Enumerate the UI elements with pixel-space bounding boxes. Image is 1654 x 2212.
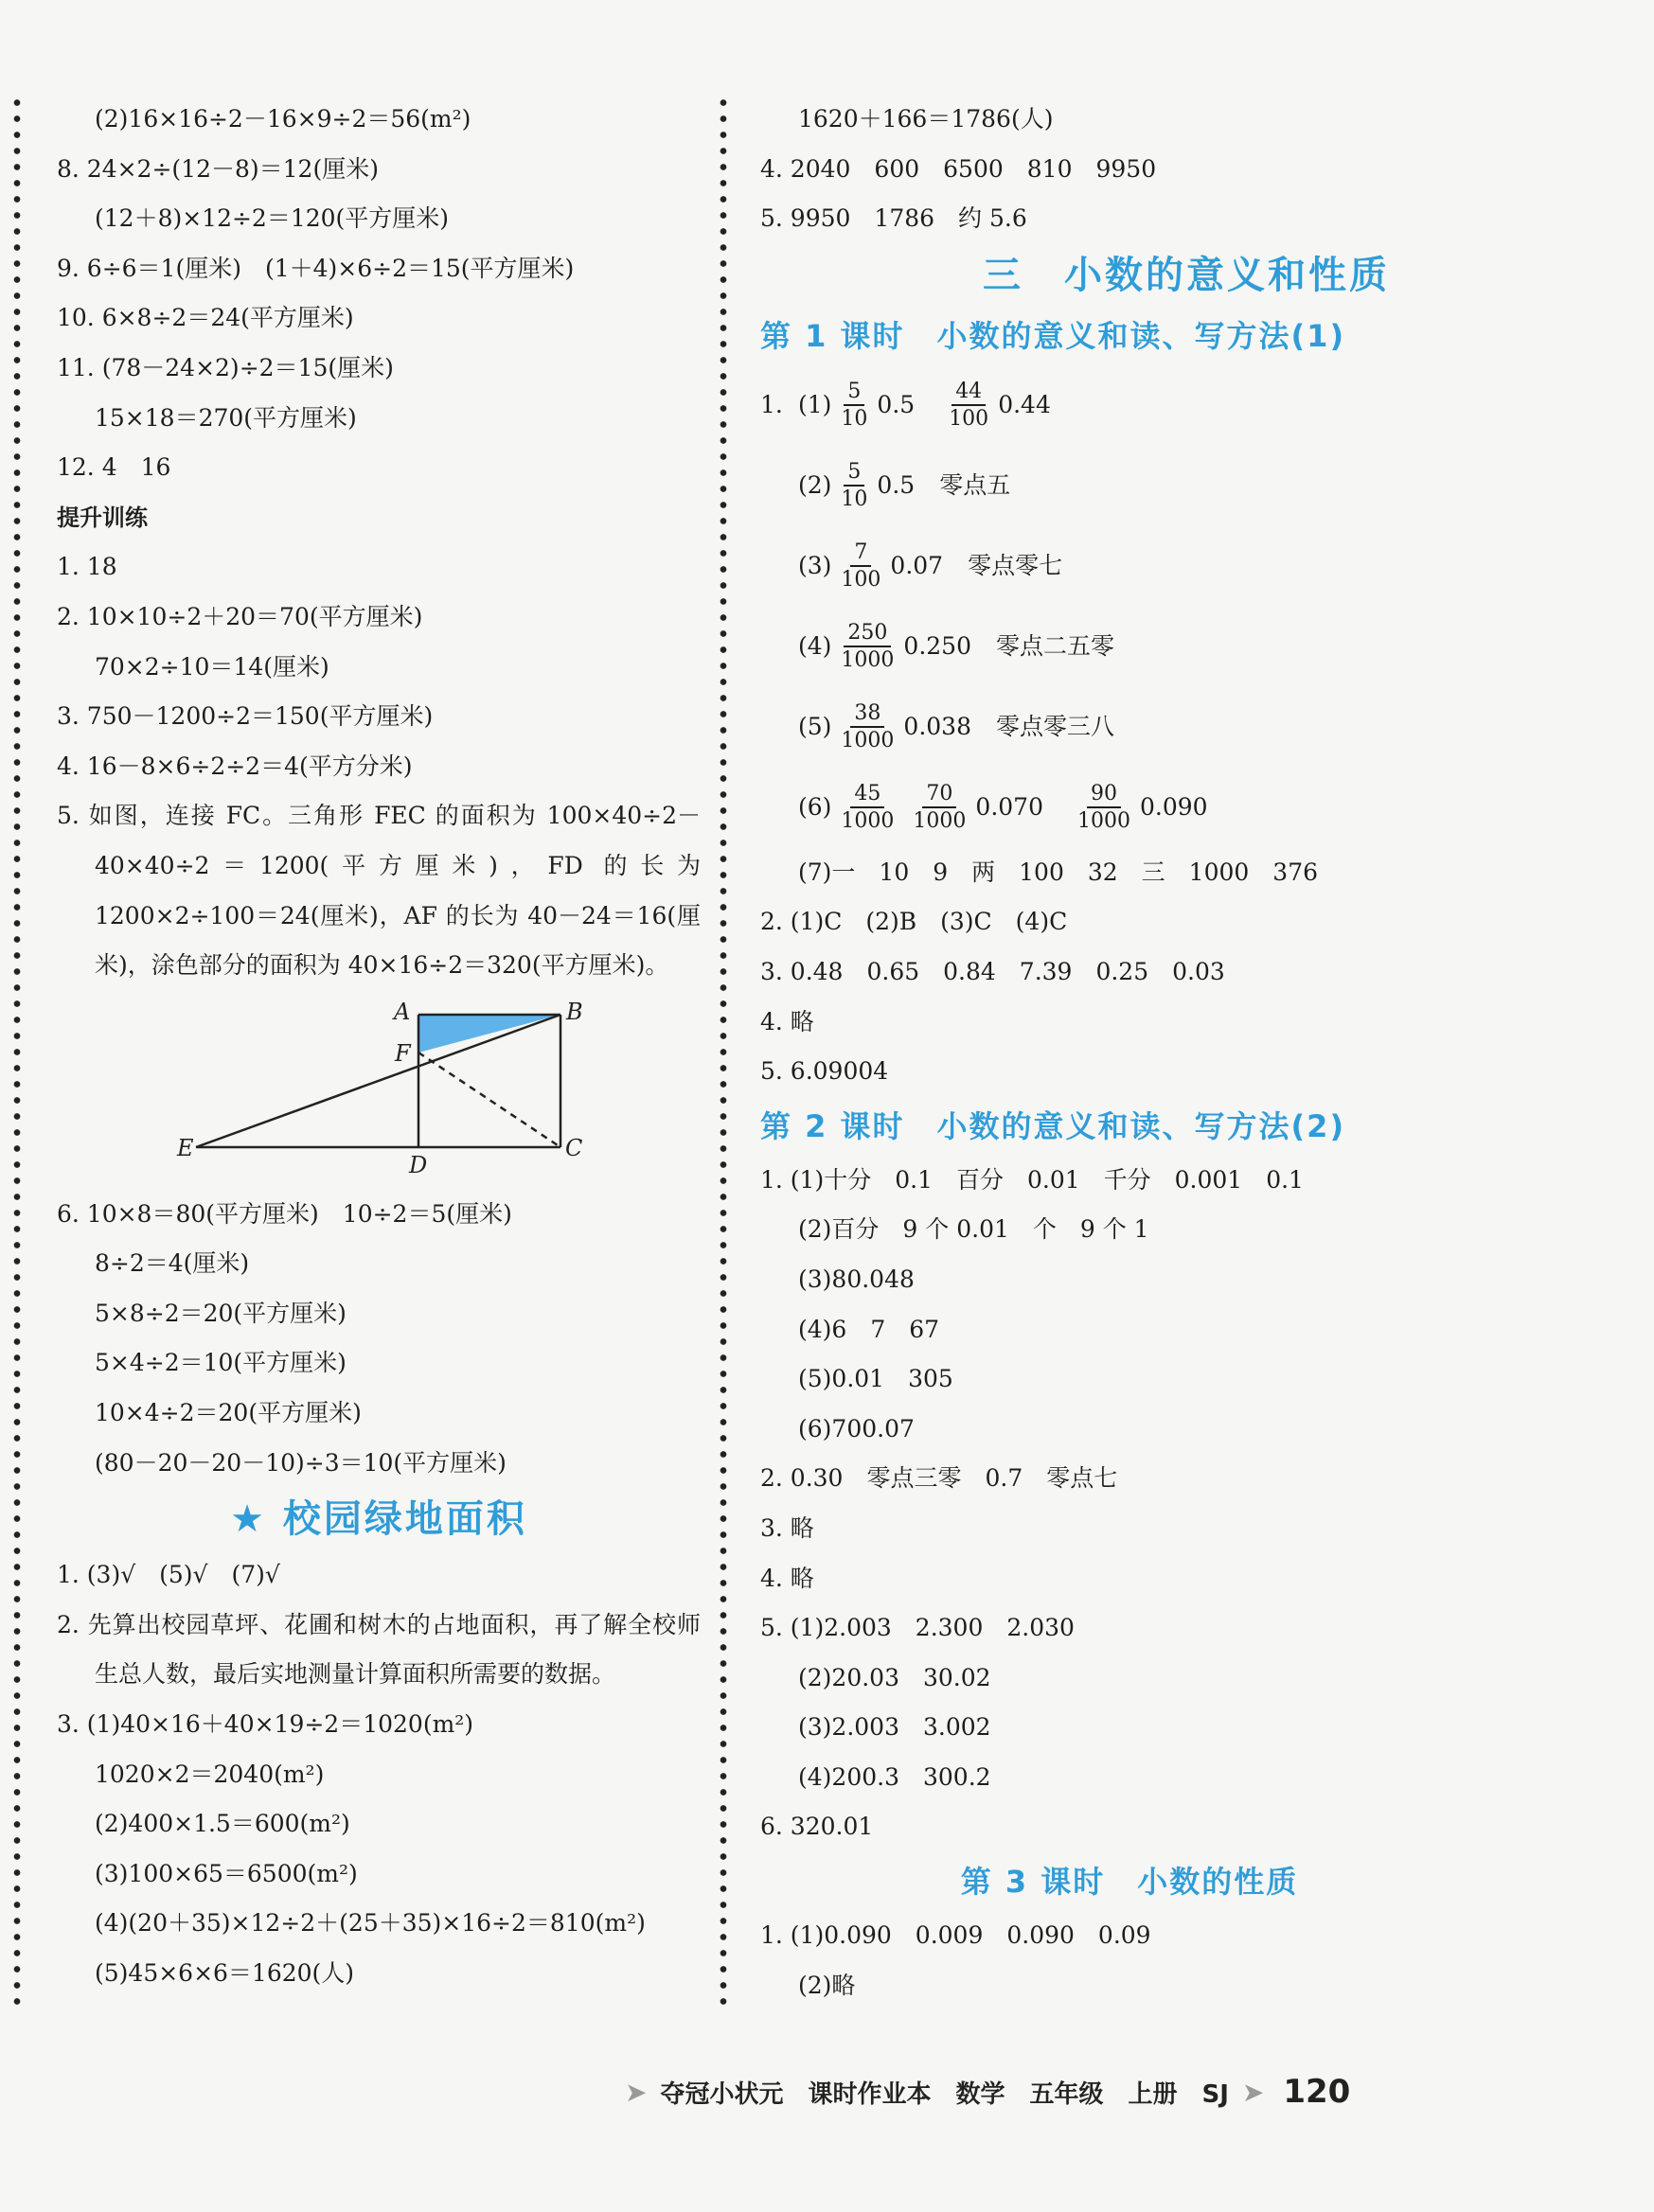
- denominator: 10: [841, 487, 868, 512]
- decimal-value: 0.07: [890, 551, 944, 579]
- answer-line: 8. 24×2÷(12－8)＝12(厘米): [57, 154, 379, 183]
- reading-text: 零点五: [939, 470, 1011, 499]
- answer-line: 4. 16－8×6÷2÷2＝4(平方分米): [57, 752, 413, 780]
- answer-line: 3. 0.48 0.65 0.84 7.39 0.25 0.03: [760, 957, 1225, 985]
- numerator: 45: [850, 781, 884, 808]
- decimal-value: 0.070: [975, 792, 1043, 821]
- answer-line: (4)6 7 67: [798, 1315, 940, 1343]
- shaded-region: [418, 1015, 560, 1053]
- label-c: C: [565, 1134, 583, 1161]
- answer-line: 4. 略: [760, 1007, 814, 1035]
- answer-line: (5)0.01 305: [798, 1365, 953, 1393]
- numerator: 250: [844, 620, 891, 647]
- answer-line: (80－20－20－10)÷3＝10(平方厘米): [95, 1448, 507, 1477]
- reading-text: 零点零三八: [996, 712, 1115, 740]
- fraction-row: [760, 607, 1612, 687]
- numerator: 38: [850, 700, 884, 728]
- binding-dots-left: [13, 95, 21, 2007]
- fraction: [837, 620, 898, 673]
- page-footer: [625, 2063, 1350, 2120]
- answer-line: 2. (1)C (2)B (3)C (4)C: [760, 908, 1068, 936]
- answer-line: 1. (3)√ (5)√ (7)√: [57, 1561, 280, 1589]
- answer-line: 3. 略: [760, 1513, 814, 1542]
- answer-line: (2)略: [798, 1971, 856, 1999]
- answer-line: 11. (78－24×2)÷2＝15(厘米): [57, 353, 394, 381]
- edge-eb: [196, 1015, 560, 1147]
- denominator: 1000: [841, 729, 895, 753]
- answer-line: 1020×2＝2040(m²): [95, 1760, 325, 1788]
- answer-line: 9. 6÷6＝1(厘米) (1＋4)×6÷2＝15(平方厘米): [57, 254, 575, 282]
- fraction-row: [760, 687, 1612, 768]
- lesson-1-title: 第 1 课时 小数的意义和读、写方法(1): [760, 317, 1346, 354]
- decimal-value: 0.5: [877, 390, 916, 418]
- triangle-diagram: [177, 991, 606, 1190]
- fraction: [837, 781, 898, 834]
- denominator: 1000: [913, 809, 967, 834]
- denominator: 100: [841, 568, 881, 593]
- chevron-right-icon: ➤: [625, 2076, 648, 2108]
- answer-line: (12＋8)×12÷2＝120(平方厘米): [95, 204, 450, 233]
- label-a: A: [394, 998, 411, 1025]
- fraction: [837, 700, 898, 753]
- answer-paragraph: 5. 如图，连接 FC。三角形 FEC 的面积为 100×40÷2－40×40÷2＝1200(平方厘米)，FD 的长为 1200×2÷100＝24(厘米)，AF 的长为 40－24＝16(厘米)，涂色部分的面积为 40×16÷2＝320(平方厘米)。: [57, 802, 701, 980]
- label-d: D: [409, 1151, 428, 1178]
- sub-tag: (2): [798, 470, 832, 499]
- fraction-row: [760, 768, 1612, 848]
- answer-line: 1. 18: [57, 553, 117, 581]
- answer-line: (4)200.3 300.2: [798, 1762, 991, 1791]
- sub-tag: (6): [798, 792, 832, 821]
- answer-line: 10×4÷2＝20(平方厘米): [95, 1399, 362, 1427]
- answer-line: 5. 9950 1786 约 5.6: [760, 204, 1027, 233]
- answer-line: 12. 4 16: [57, 453, 171, 482]
- numerator: 70: [922, 781, 956, 808]
- fraction-row: [760, 526, 1612, 607]
- answer-line: (6)700.07: [798, 1414, 915, 1442]
- answer-line: (2)400×1.5＝600(m²): [95, 1810, 350, 1838]
- answer-line: (2)16×16÷2－16×9÷2＝56(m²): [95, 105, 471, 133]
- answer-line: 6. 10×8＝80(平方厘米) 10÷2＝5(厘米): [57, 1199, 512, 1228]
- right-column: [760, 95, 1612, 2010]
- book-title: 夺冠小状元 课时作业本 数学 五年级 上册 SJ: [660, 2079, 1229, 2109]
- chevron-right-icon: ➤: [1241, 2076, 1265, 2108]
- section-heading: 提升训练: [57, 504, 148, 531]
- answer-line: 3. (1)40×16＋40×19÷2＝1020(m²): [57, 1710, 474, 1739]
- answer-line: (2)20.03 30.02: [798, 1663, 991, 1691]
- answer-line: 1. (1)十分 0.1 百分 0.01 千分 0.001 0.1: [760, 1165, 1304, 1194]
- answer-paragraph: 2. 先算出校园草坪、花圃和树木的占地面积，再了解全校师生总人数，最后实地测量计算面积所需要的数据。: [57, 1610, 701, 1689]
- answer-line: 3. 750－1200÷2＝150(平方厘米): [57, 702, 434, 731]
- denominator: 100: [949, 407, 989, 432]
- denominator: 1000: [841, 809, 895, 834]
- chapter-title: 三 小数的意义和性质: [983, 253, 1390, 297]
- answer-line: 5. 6.09004: [760, 1057, 889, 1086]
- fraction: [837, 379, 871, 432]
- answer-line: 1620＋166＝1786(人): [798, 105, 1054, 133]
- lesson-3-title: 第 3 课时 小数的性质: [960, 1864, 1299, 1901]
- decimal-value: 0.090: [1140, 792, 1208, 821]
- answer-line: (2)百分 9 个 0.01 个 9 个 1: [798, 1215, 1149, 1244]
- answer-line: 8÷2＝4(厘米): [95, 1249, 250, 1278]
- answer-line: 10. 6×8÷2＝24(平方厘米): [57, 304, 354, 332]
- answer-line: (4)(20＋35)×12÷2＋(25＋35)×16÷2＝810(m²): [95, 1909, 646, 1938]
- numerator: 5: [844, 459, 864, 487]
- label-b: B: [566, 998, 583, 1025]
- answer-line: (3)100×65＝6500(m²): [95, 1859, 358, 1887]
- lesson-2-title: 第 2 课时 小数的意义和读、写方法(2): [760, 1107, 1346, 1144]
- denominator: 1000: [1077, 809, 1130, 834]
- label-e: E: [177, 1134, 194, 1161]
- answer-line: 5. (1)2.003 2.300 2.030: [760, 1614, 1075, 1642]
- reading-text: 零点零七: [968, 551, 1063, 579]
- answer-line: 70×2÷10＝14(厘米): [95, 652, 329, 681]
- decimal-value: 0.038: [903, 712, 971, 740]
- sub-tag: (5): [798, 712, 832, 740]
- page-number: 120: [1283, 2073, 1351, 2111]
- numerator: 44: [951, 379, 986, 406]
- answer-line: 4. 2040 600 6500 810 9950: [760, 154, 1157, 183]
- fraction: [909, 781, 969, 834]
- numerator: 90: [1087, 781, 1121, 808]
- fraction: [837, 540, 884, 593]
- answer-line: 6. 320.01: [760, 1813, 874, 1841]
- numerator: 7: [850, 540, 871, 567]
- fraction-row: [760, 365, 1612, 446]
- sub-tag: (3): [798, 551, 832, 579]
- geometry-figure: [57, 991, 701, 1190]
- sub-tag: (1): [798, 390, 832, 418]
- numerator: 5: [844, 379, 864, 406]
- answer-line: 4. 略: [760, 1564, 814, 1592]
- question-number: 1.: [760, 390, 783, 418]
- decimal-value: 0.44: [998, 390, 1051, 418]
- answer-line: 5×4÷2＝10(平方厘米): [95, 1349, 347, 1377]
- decimal-value: 0.5: [877, 470, 916, 499]
- answer-line: 1. (1)0.090 0.009 0.090 0.09: [760, 1921, 1151, 1950]
- answer-line: 2. 0.30 零点三零 0.7 零点七: [760, 1464, 1118, 1493]
- fraction: [945, 379, 992, 432]
- denominator: 1000: [841, 648, 895, 673]
- left-column: [57, 95, 701, 1999]
- answer-line: (3)80.048: [798, 1265, 915, 1293]
- label-f: F: [395, 1039, 411, 1067]
- binding-dots-middle: [720, 95, 727, 2007]
- denominator: 10: [841, 407, 868, 432]
- fraction: [837, 459, 871, 512]
- answer-line: (3)2.003 3.002: [798, 1713, 991, 1742]
- answer-line: 2. 10×10÷2＋20＝70(平方厘米): [57, 602, 423, 630]
- answer-line: (5)45×6×6＝1620(人): [95, 1959, 355, 1987]
- fraction-row: [760, 446, 1612, 526]
- decimal-value: 0.250: [903, 631, 971, 660]
- answer-line: 15×18＝270(平方厘米): [95, 403, 357, 432]
- answer-line: (7)一 10 9 两 100 32 三 1000 376: [798, 858, 1318, 886]
- edge-fc-dashed: [418, 1053, 560, 1147]
- fraction: [1074, 781, 1134, 834]
- campus-section-title: ★ 校园绿地面积: [230, 1497, 527, 1542]
- sub-tag: (4): [798, 631, 832, 660]
- answer-line: 5×8÷2＝20(平方厘米): [95, 1299, 347, 1327]
- reading-text: 零点二五零: [996, 631, 1115, 660]
